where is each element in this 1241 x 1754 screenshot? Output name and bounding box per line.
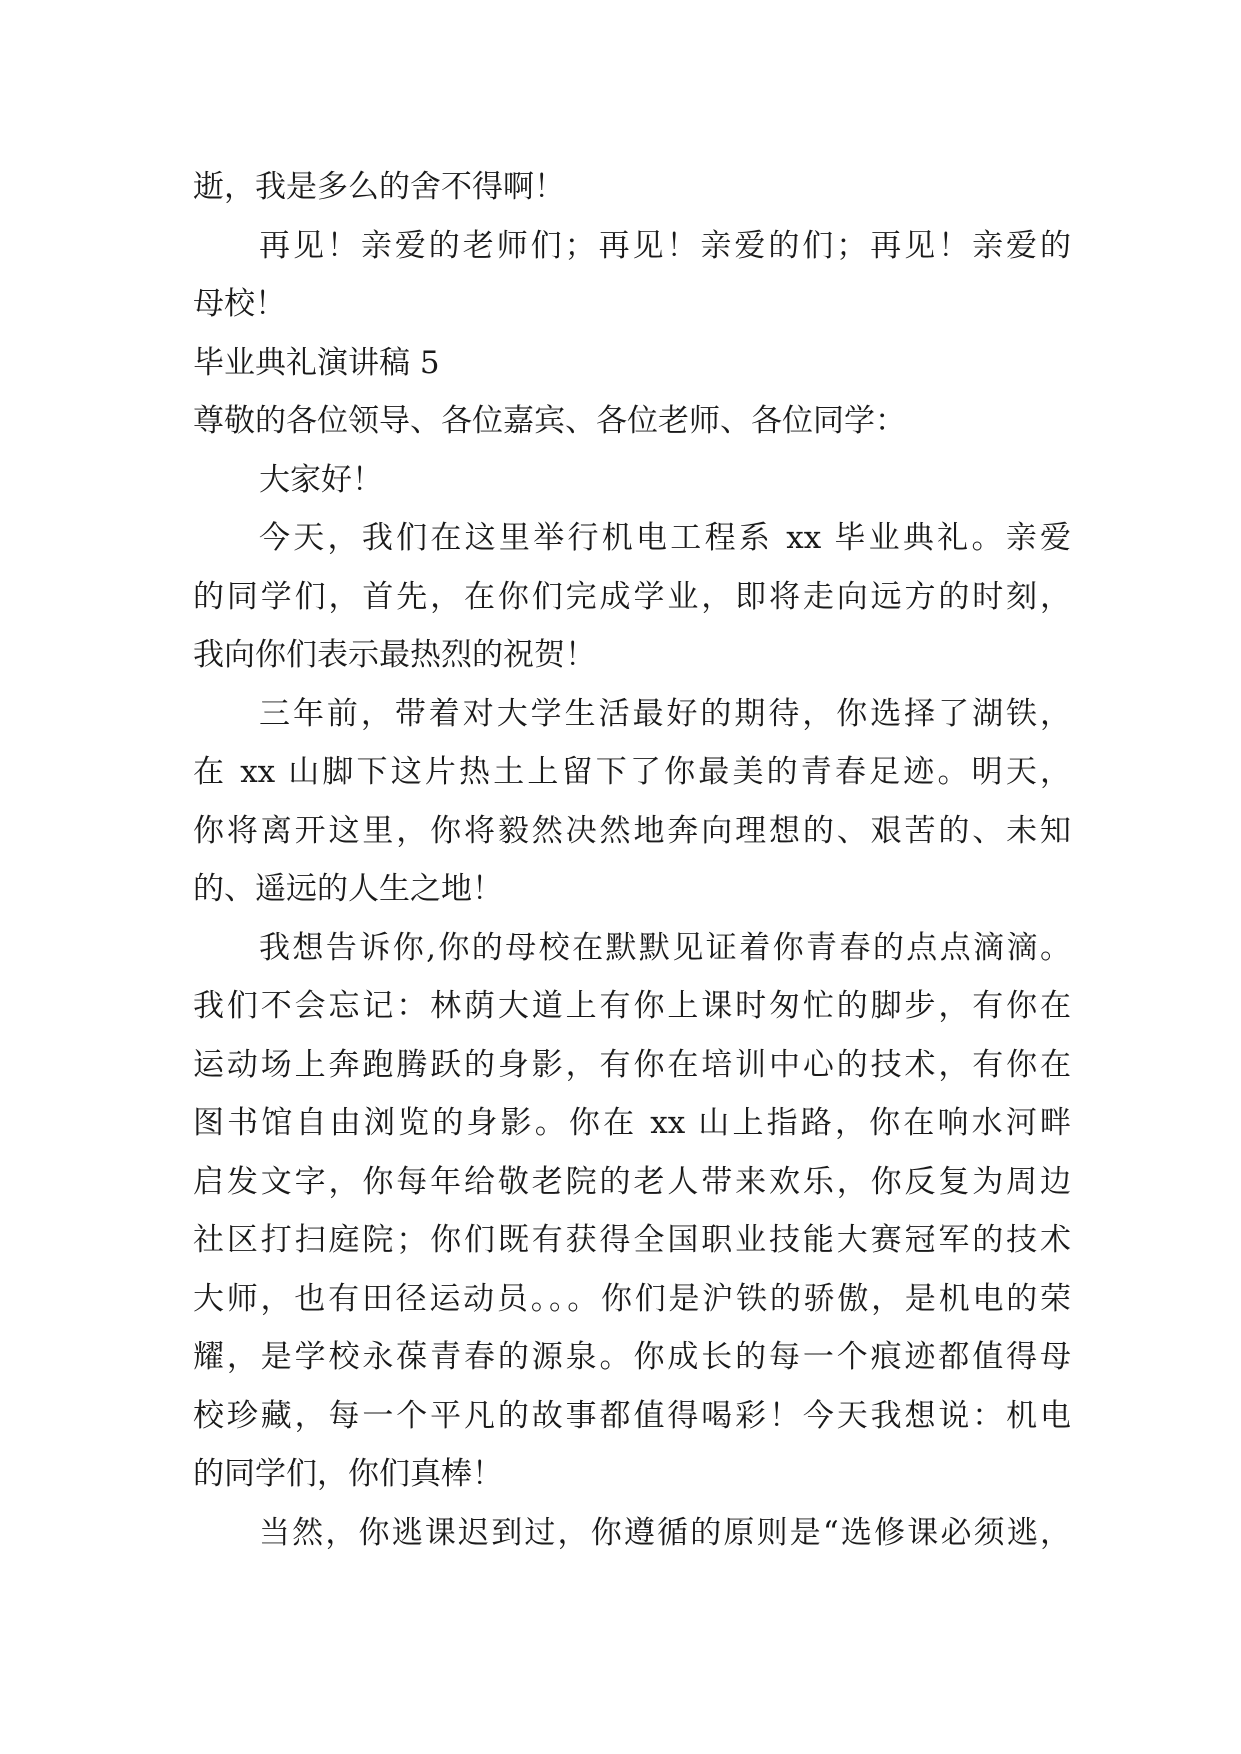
text-line: 你将离开这里，你将毅然决然地奔向理想的、艰苦的、未知 <box>193 812 1071 849</box>
text-line: 社区打扫庭院；你们既有获得全国职业技能大赛冠军的技术 <box>193 1222 1071 1258</box>
text-line: 耀，是学校永葆青春的源泉。你成长的每一个痕迹都值得母 <box>193 1339 1071 1375</box>
text-line: 再见！亲爱的老师们；再见！亲爱的们；再见！亲爱的 <box>259 227 1071 264</box>
text-line: 校珍藏，每一个平凡的故事都值得喝彩！今天我想说：机电 <box>193 1397 1071 1434</box>
text-line: 我们不会忘记：林荫大道上有你上课时匆忙的脚步，有你在 <box>193 988 1071 1024</box>
text-line: 启发文字，你每年给敬老院的老人带来欢乐，你反复为周边 <box>193 1163 1071 1200</box>
text-line: 图书馆自由浏览的身影。你在 xx 山上指路，你在响水河畔 <box>193 1105 1071 1141</box>
text-line: 我向你们表示最热烈的祝贺！ <box>193 637 596 673</box>
text-line: 我想告诉你,你的母校在默默见证着你青春的点点滴滴。 <box>259 929 1071 966</box>
text-line: 毕业典礼演讲稿 5 <box>193 344 440 381</box>
text-line: 三年前，带着对大学生活最好的期待，你选择了湖铁， <box>259 695 1071 732</box>
text-line: 的同学们，你们真棒！ <box>193 1456 503 1492</box>
text-line: 逝，我是多么的舍不得啊！ <box>193 169 565 205</box>
document-body <box>193 158 1071 1562</box>
text-line: 母校！ <box>193 286 286 322</box>
text-line: 大师，也有田径运动员。。。你们是沪铁的骄傲，是机电的荣 <box>193 1280 1071 1317</box>
text-line: 的、遥远的人生之地！ <box>193 871 503 907</box>
text-line: 当然，你逃课迟到过，你遵循的原则是“选修课必须逃， <box>259 1514 1071 1551</box>
text-line: 尊敬的各位领导、各位嘉宾、各位老师、各位同学： <box>193 403 906 439</box>
text-line: 运动场上奔跑腾跃的身影，有你在培训中心的技术，有你在 <box>193 1046 1071 1083</box>
text-line: 的同学们，首先，在你们完成学业，即将走向远方的时刻， <box>193 578 1071 615</box>
text-line: 今天，我们在这里举行机电工程系 xx 毕业典礼。亲爱 <box>259 520 1071 556</box>
text-line: 大家好！ <box>259 461 383 498</box>
text-line: 在 xx 山脚下这片热土上留下了你最美的青春足迹。明天， <box>193 754 1071 790</box>
